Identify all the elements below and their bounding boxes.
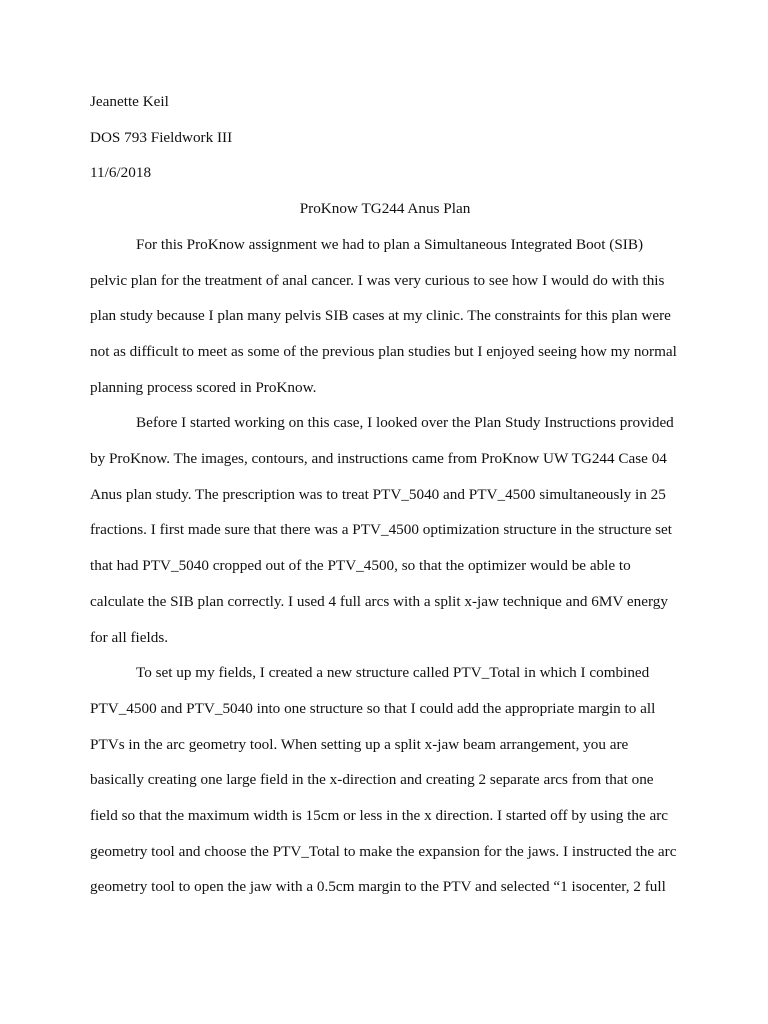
document-title: ProKnow TG244 Anus Plan [299, 200, 471, 218]
document-body [90, 84, 677, 905]
text-line: that had PTV_5040 cropped out of the PTV_4500, so that the optimizer would be able to [90, 557, 631, 575]
text-line: PTV_4500 and PTV_5040 into one structure so that I could add the appropriate margin to all [90, 699, 656, 717]
text-line: field so that the maximum width is 15cm or less in the x direction. I started off by using the arc [90, 807, 668, 825]
text-line: not as difficult to meet as some of the previous plan studies but I enjoyed seeing how my normal [90, 342, 677, 360]
text-line: by ProKnow. The images, contours, and instructions came from ProKnow UW TG244 Case 04 [90, 450, 667, 468]
text-line: planning process scored in ProKnow. [90, 378, 317, 396]
paragraph-3 [90, 655, 677, 905]
text-line: calculate the SIB plan correctly. I used 4 full arcs with a split x-jaw technique and 6MV energy [90, 592, 668, 610]
paragraph-2 [90, 405, 674, 655]
text-line: for all fields. [90, 628, 169, 646]
text-line: For this ProKnow assignment we had to plan a Simultaneous Integrated Boot (SIB) [136, 235, 644, 253]
text-line: Anus plan study. The prescription was to treat PTV_5040 and PTV_4500 simultaneously in 25 [90, 485, 666, 503]
text-line: geometry tool and choose the PTV_Total to make the expansion for the jaws. I instructed the arc [90, 842, 677, 860]
document-date: 11/6/2018 [90, 164, 152, 182]
paragraph-1 [90, 227, 677, 406]
author-name: Jeanette Keil [90, 93, 169, 110]
text-line: Before I started working on this case, I looked over the Plan Study Instructions provided [136, 414, 674, 432]
text-line: geometry tool to open the jaw with a 0.5cm margin to the PTV and selected “1 isocenter, 2 full [90, 878, 666, 896]
text-line: fractions. I first made sure that there was a PTV_4500 optimization structure in the structure set [90, 521, 673, 539]
text-line: pelvic plan for the treatment of anal cancer. I was very curious to see how I would do with this [90, 271, 665, 289]
text-line: To set up my fields, I created a new structure called PTV_Total in which I combined [136, 664, 650, 682]
course-name: DOS 793 Fieldwork III [90, 128, 233, 146]
text-line: basically creating one large field in the x-direction and creating 2 separate arcs from that one [90, 771, 654, 789]
text-line: plan study because I plan many pelvis SIB cases at my clinic. The constraints for this plan were [90, 307, 671, 325]
text-line: PTVs in the arc geometry tool. When setting up a split x-jaw beam arrangement, you are [90, 735, 629, 753]
